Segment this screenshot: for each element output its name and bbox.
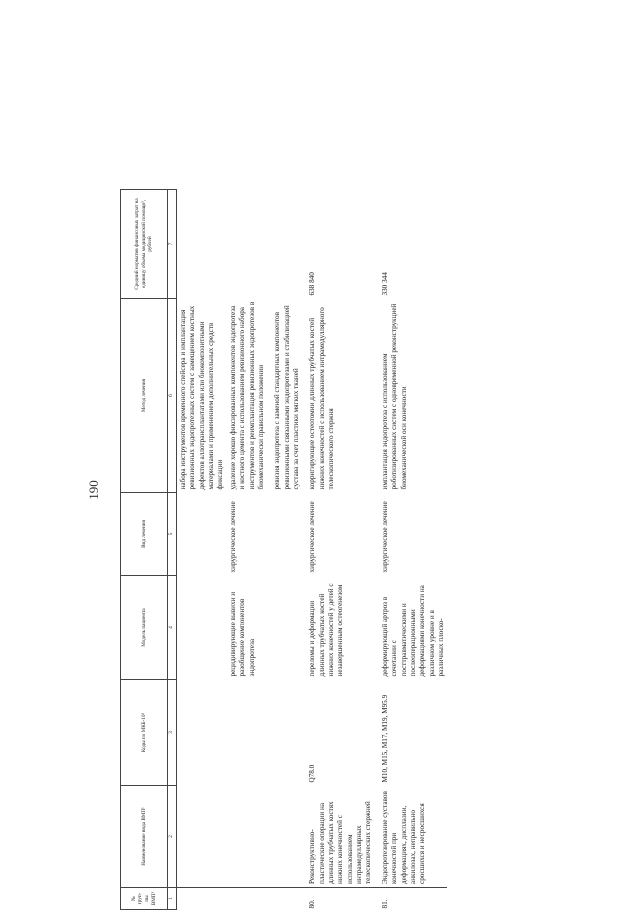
name-cell <box>227 786 303 888</box>
table-row <box>375 190 448 910</box>
treatment-cell: хирургическое лечение <box>228 501 237 573</box>
cost-cell <box>227 190 303 299</box>
table-row <box>302 190 375 910</box>
name-cell: Реконструктивно-пластические операции на длинных трубчатых костях нижних конечностей с использованием интрамедуллярных телескопических стержней <box>308 801 373 884</box>
header-cost-norm: Средний норматив финансовых затрат на единицу объема медицинской помощи³, рублей <box>121 190 168 299</box>
column-number: 6 <box>168 299 177 493</box>
method-cell: имплантация эндопротеза с использованием роботизированных систем с одновременной реконструкцией биомеханической оси конечности <box>380 303 408 490</box>
group-cell: 81. <box>375 888 448 910</box>
column-number: 4 <box>168 576 177 680</box>
codes-cell: M10, M15, M17, M19, M95.9 <box>380 694 389 783</box>
column-number: 2 <box>168 786 177 888</box>
treatment-cell: хирургическое лечение <box>308 501 317 573</box>
header-vmp-name: Наименование вида ВМП¹ <box>121 786 168 888</box>
name-cell: Эндопротезирование суставов конечностей при деформациях, дисплазии, анкилозах, неправильно сросшихся и несросшихся <box>380 791 427 884</box>
column-number: 5 <box>168 493 177 576</box>
header-treatment-method: Метод лечения <box>121 299 168 493</box>
page-number: 190 <box>86 480 101 500</box>
cost-cell: 638 840 <box>308 272 317 296</box>
method-cell <box>227 299 303 493</box>
method-text: ревизия эндопротеза с заменой стандартных компонентов ревизионными связанными эндопротезами и стабилизацией сустава за счет пластики мягких тканей <box>273 305 300 490</box>
patient-cell: переломы и деформации длинных трубчатых костей нижних конечностей у детей с незавершенным остеогенезом <box>308 583 345 677</box>
vmp-table <box>120 189 447 910</box>
header-patient-model: Модель пациента <box>121 576 168 680</box>
header-icd-codes: Коды по МКБ-10² <box>121 680 168 786</box>
codes-cell: Q78.0 <box>308 764 317 783</box>
patient-cell: деформирующий артроз в сочетании с посттравматическими и послеоперационными деформациями конечности на различном уровне и в различных плоско- <box>380 585 445 677</box>
method-text: удаление хорошо фиксированных компонентов эндопротеза и костного цемента с использованием ревизионного набора инструментов и реимплантация ревизионных эндопротезов в биомеханически правильном положении <box>228 301 265 490</box>
column-number: 1 <box>168 888 177 910</box>
group-cell <box>227 888 303 910</box>
group-cell: 80. <box>302 888 375 910</box>
column-number: 7 <box>168 190 177 299</box>
treatment-cell: хирургическое лечение <box>380 501 389 573</box>
header-row <box>121 190 168 910</box>
method-cell: корригирующие остеотомии длинных трубчатых костей нижних конечностей с использованием интрамедуллярного телескопического стержня <box>308 307 336 490</box>
column-number-row <box>168 190 177 910</box>
header-treatment-type: Вид лечения <box>121 493 168 576</box>
rotated-page <box>120 190 575 910</box>
method-cell: набора инструментов временного спейсера и имплантация ревизионных эндопротезных систем с замещением костных дефектов аллотрансплантатами или биокомпозитными материалами и применением дополнительных средств фиксации <box>179 305 225 490</box>
header-group-number: № груп-пы ВМП¹ <box>121 888 168 910</box>
table-row-continuation <box>177 190 227 910</box>
cost-cell: 330 344 <box>380 272 389 296</box>
patient-cell: рецидивирующие вывихи и разобщение компонентов эндопротеза <box>228 591 256 677</box>
column-number: 3 <box>168 680 177 786</box>
table-row <box>227 190 303 910</box>
codes-cell <box>227 680 303 786</box>
